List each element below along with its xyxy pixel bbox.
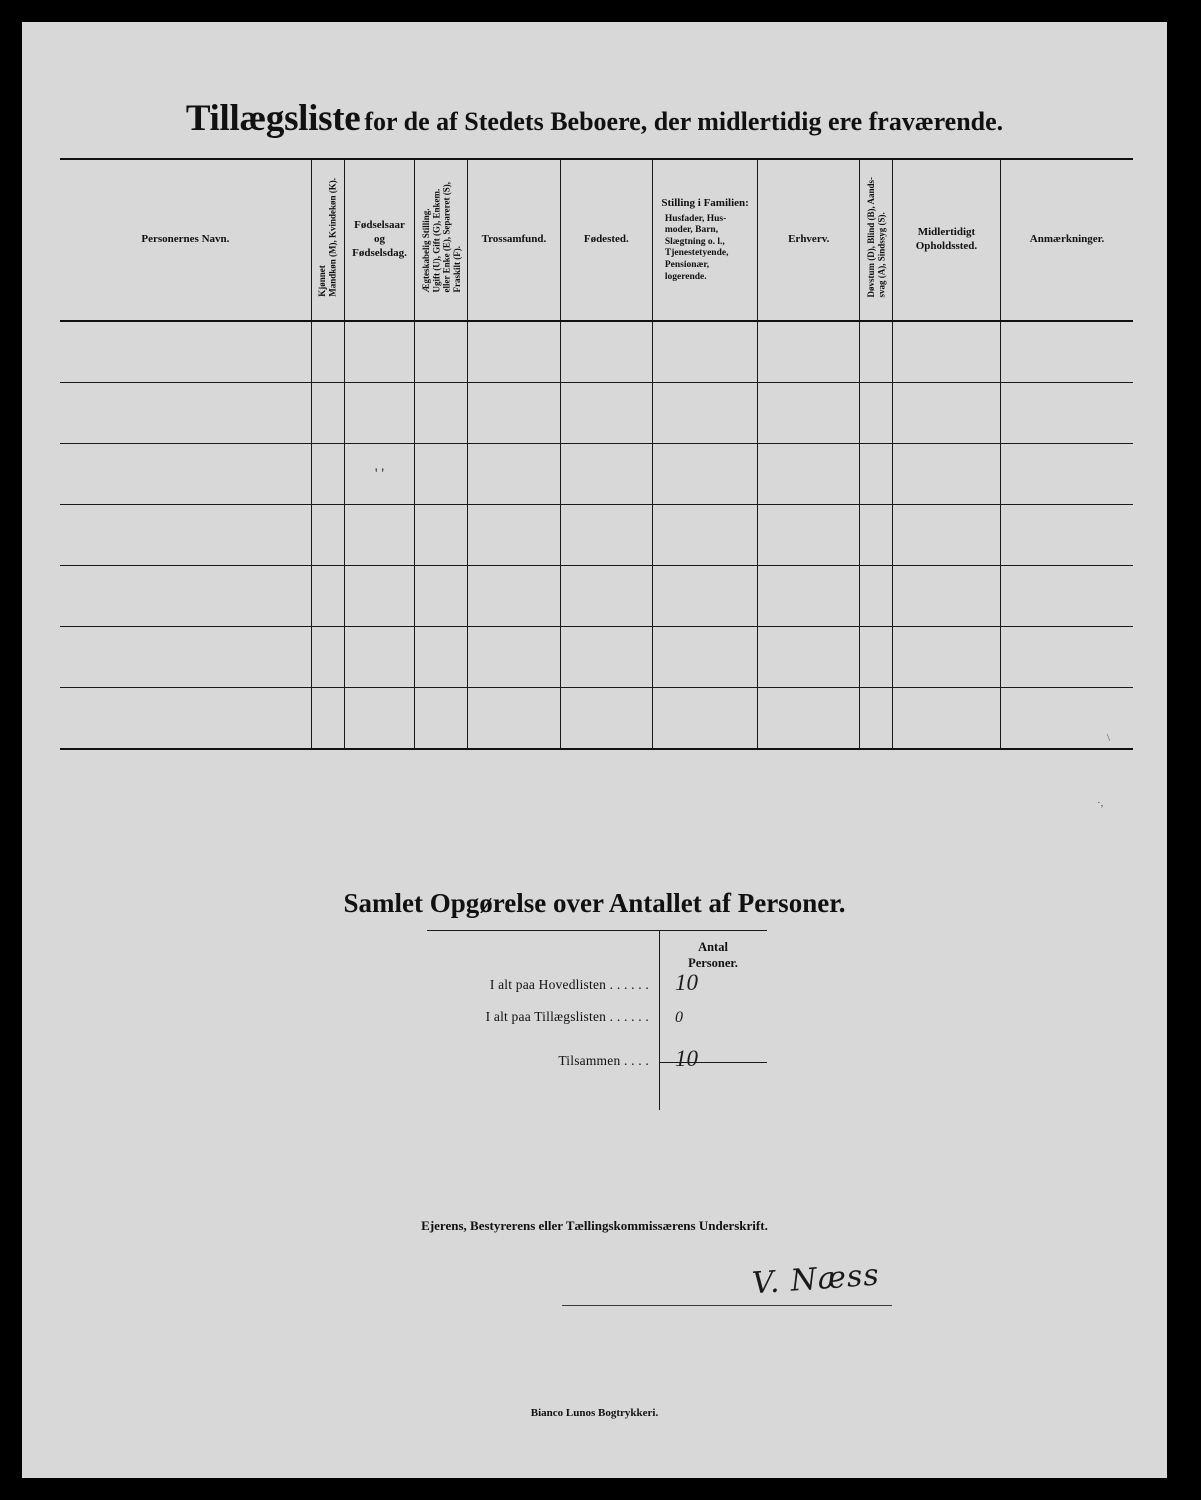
cell-stilling[interactable] [652,627,757,688]
cell-stilling[interactable] [652,321,757,383]
cell-fodested[interactable] [560,627,652,688]
cell-erhverv[interactable] [758,383,860,444]
summary-value-hovedlisten: 10 [675,970,698,995]
cell-fodsel[interactable] [344,505,415,566]
cell-stilling[interactable] [652,444,757,505]
cell-aegteskab[interactable] [415,627,468,688]
cell-fodested[interactable] [560,688,652,750]
column-header-aegteskab: Ægteskabelig Stilling. Ugift (U), Gift (G), Enkem. eller Enke (E), Separeret (S), Fraskilt (F). [415,159,468,321]
page-title [22,97,1167,140]
cell-stilling[interactable] [652,383,757,444]
cell-navn[interactable] [60,688,311,750]
column-header-trossamfund: Trossamfund. [468,159,561,321]
summary-table [427,930,767,1079]
cell-trossamfund[interactable] [468,566,561,627]
cell-trossamfund[interactable] [468,505,561,566]
cell-navn[interactable] [60,383,311,444]
page-title-rest: for de af Stedets Beboere, der midlertidig ere fraværende. [364,107,1004,136]
cell-kjon[interactable] [311,566,344,627]
cell-defekt[interactable] [860,383,893,444]
cell-kjon[interactable] [311,444,344,505]
cell-erhverv[interactable] [758,505,860,566]
column-header-navn: Personernes Navn. [60,159,311,321]
cell-erhverv[interactable] [758,688,860,750]
signature-value: V. Næss [750,1257,881,1302]
residents-table [60,158,1133,750]
cell-navn[interactable] [60,444,311,505]
cell-anmaerkninger[interactable] [1001,383,1133,444]
cell-aegteskab[interactable] [415,566,468,627]
summary-row-tilsammen: Tilsammen . . . . 10 [558,1046,698,1071]
cell-navn[interactable] [60,627,311,688]
cell-defekt[interactable] [860,627,893,688]
table-row[interactable] [60,566,1133,627]
cell-kjon[interactable] [311,383,344,444]
cell-fodested[interactable] [560,505,652,566]
cell-fodsel[interactable] [344,321,415,383]
column-header-erhverv: Erhverv. [758,159,860,321]
cell-defekt[interactable] [860,566,893,627]
summary-row-hovedlisten: I alt paa Hovedlisten . . . . . . 10 [489,970,698,995]
page-speck: ·, [1097,797,1104,809]
cell-erhverv[interactable] [758,321,860,383]
cell-fodested[interactable] [560,383,652,444]
column-header-defekt: Døvstum (D), Blind (B), Aands- svag (A), Sindssyg (S). [860,159,893,321]
cell-anmaerkninger[interactable] [1001,688,1133,750]
cell-aegteskab[interactable] [415,444,468,505]
page-speck: \ [1107,732,1111,744]
column-header-opholdssted: Midlertidigt Opholdssted. [892,159,1000,321]
cell-anmaerkninger[interactable] [1001,566,1133,627]
table-row[interactable] [60,627,1133,688]
cell-navn[interactable] [60,321,311,383]
cell-opholdssted[interactable] [892,505,1000,566]
cell-fodested[interactable] [560,444,652,505]
table-row[interactable] [60,383,1133,444]
cell-anmaerkninger[interactable] [1001,505,1133,566]
summary-value-tillaegslisten: 0 [675,1009,683,1026]
summary-value-tilsammen: 10 [675,1046,698,1071]
table-row[interactable] [60,321,1133,383]
cell-navn[interactable] [60,566,311,627]
cell-erhverv[interactable] [758,444,860,505]
cell-stilling[interactable] [652,566,757,627]
cell-kjon[interactable] [311,321,344,383]
cell-defekt[interactable] [860,505,893,566]
cell-opholdssted[interactable] [892,688,1000,750]
column-header-fodested: Fødested. [560,159,652,321]
cell-anmaerkninger[interactable] [1001,627,1133,688]
summary-column-header: Antal Personer. [688,940,738,971]
cell-kjon[interactable] [311,627,344,688]
cell-kjon[interactable] [311,505,344,566]
table-row[interactable] [60,444,1133,505]
cell-stilling[interactable] [652,688,757,750]
cell-stilling[interactable] [652,505,757,566]
page-title-lead: Tillægsliste [185,98,361,139]
cell-anmaerkninger[interactable] [1001,321,1133,383]
cell-fodsel[interactable] [344,566,415,627]
table-header-row [60,159,1133,321]
cell-anmaerkninger[interactable] [1001,444,1133,505]
column-header-stilling: Stilling i Familien: Husfader, Hus- moder, Barn, Slægtning o. l., Tjenestetyende, Pensionær, logerende. [652,159,757,321]
cell-navn[interactable] [60,505,311,566]
cell-erhverv[interactable] [758,627,860,688]
table-row[interactable] [60,688,1133,750]
cell-fodsel[interactable] [344,688,415,750]
cell-aegteskab[interactable] [415,505,468,566]
column-header-fodsel: Fødselsaar og Fødselsdag. [344,159,415,321]
cell-trossamfund[interactable] [468,627,561,688]
cell-aegteskab[interactable] [415,383,468,444]
cell-opholdssted[interactable] [892,444,1000,505]
cell-aegteskab[interactable] [415,688,468,750]
cell-fodested[interactable] [560,566,652,627]
cell-fodsel[interactable] [344,627,415,688]
printer-imprint: Bianco Lunos Bogtrykkeri. [530,1407,659,1419]
summary-row-tillaegslisten: I alt paa Tillægslisten . . . . . . 0 [485,1009,683,1026]
cell-kjon[interactable] [311,688,344,750]
cell-opholdssted[interactable] [892,383,1000,444]
cell-trossamfund[interactable] [468,321,561,383]
cell-opholdssted[interactable] [892,627,1000,688]
cell-fodsel[interactable]: ' ' [344,444,415,505]
cell-opholdssted[interactable] [892,321,1000,383]
document-page [22,22,1167,1478]
table-row[interactable] [60,505,1133,566]
cell-aegteskab[interactable] [415,321,468,383]
cell-fodsel[interactable] [344,383,415,444]
signature-line [562,1305,892,1306]
column-header-kjon: Kjønnet Mandkøn (M), Kvindekøn (K). [311,159,344,321]
cell-trossamfund[interactable] [468,383,561,444]
signature-label: Ejerens, Bestyrerens eller Tællingskommissærens Underskrift. [421,1218,768,1233]
summary-heading: Samlet Opgørelse over Antallet af Personer. [343,888,846,918]
cell-opholdssted[interactable] [892,566,1000,627]
cell-fodested[interactable] [560,321,652,383]
cell-trossamfund[interactable] [468,688,561,750]
cell-defekt[interactable] [860,444,893,505]
column-header-anmaerkninger: Anmærkninger. [1001,159,1133,321]
cell-defekt[interactable] [860,688,893,750]
cell-trossamfund[interactable] [468,444,561,505]
cell-defekt[interactable] [860,321,893,383]
cell-erhverv[interactable] [758,566,860,627]
